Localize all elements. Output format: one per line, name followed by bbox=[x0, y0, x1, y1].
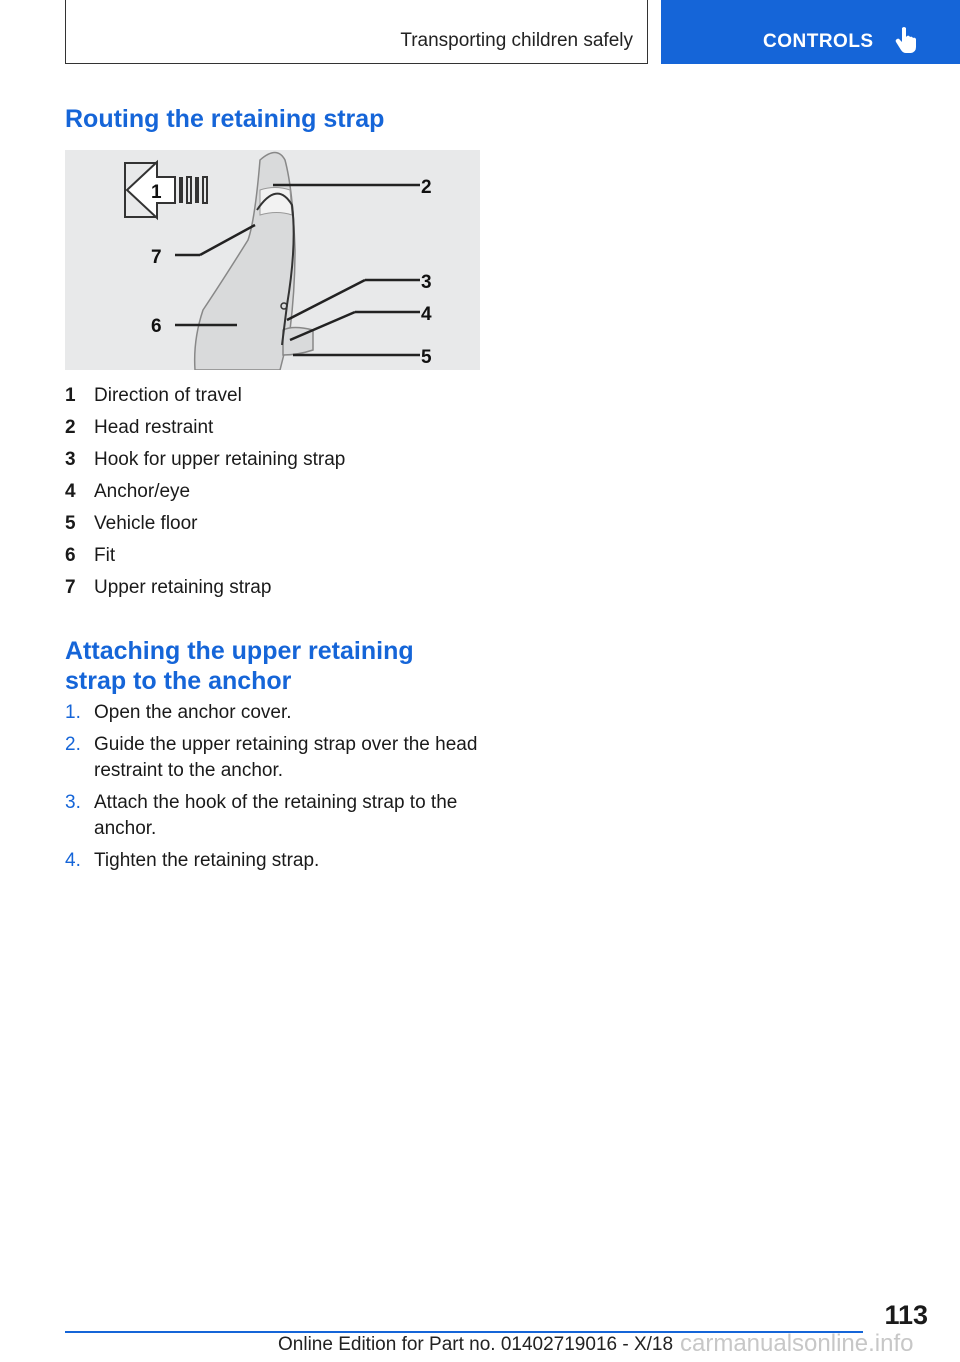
heading-attaching-strap: Attaching the upper retaining strap to the anchor bbox=[65, 637, 414, 695]
steps-list bbox=[65, 700, 485, 880]
step-item: 4. Tighten the retaining strap. bbox=[65, 850, 320, 871]
section-title: Transporting children safely bbox=[400, 30, 633, 51]
controls-tab[interactable] bbox=[661, 0, 960, 64]
page-number: 113 bbox=[884, 1300, 928, 1330]
header-section-box bbox=[65, 0, 648, 64]
watermark-logo: carmanualsonline.info bbox=[680, 1330, 914, 1357]
legend-item: 4 Anchor/eye bbox=[65, 481, 191, 502]
heading-routing-retaining-strap: Routing the retaining strap bbox=[65, 105, 385, 133]
step-item: 1. Open the anchor cover. bbox=[65, 702, 292, 723]
callout-7: 7 bbox=[151, 247, 162, 268]
callout-2: 2 bbox=[421, 177, 432, 198]
step-item: 2. Guide the upper retaining strap over the head restraint to the anchor. bbox=[65, 734, 478, 781]
legend-item: 5 Vehicle floor bbox=[65, 513, 198, 534]
figure-legend bbox=[65, 380, 345, 604]
callout-1: 1 bbox=[151, 182, 162, 203]
legend-item: 7 Upper retaining strap bbox=[65, 577, 272, 598]
callout-4: 4 bbox=[421, 304, 432, 325]
callout-3: 3 bbox=[421, 272, 432, 293]
pointing-hand-icon bbox=[895, 26, 919, 54]
legend-item: 2 Head restraint bbox=[65, 417, 214, 438]
step-item: 3. Attach the hook of the retaining strap to the anchor. bbox=[65, 792, 458, 839]
footer-edition-text: Online Edition for Part no. 01402719016 - X/18 bbox=[278, 1334, 674, 1355]
legend-item: 6 Fit bbox=[65, 545, 116, 566]
legend-item: 1 Direction of travel bbox=[65, 385, 242, 406]
legend-item: 3 Hook for upper retaining strap bbox=[65, 449, 346, 470]
callout-6: 6 bbox=[151, 316, 162, 337]
controls-label: CONTROLS bbox=[763, 31, 874, 52]
seat-diagram bbox=[65, 150, 480, 370]
callout-5: 5 bbox=[421, 347, 432, 368]
seat-strap-illustration bbox=[65, 150, 480, 370]
